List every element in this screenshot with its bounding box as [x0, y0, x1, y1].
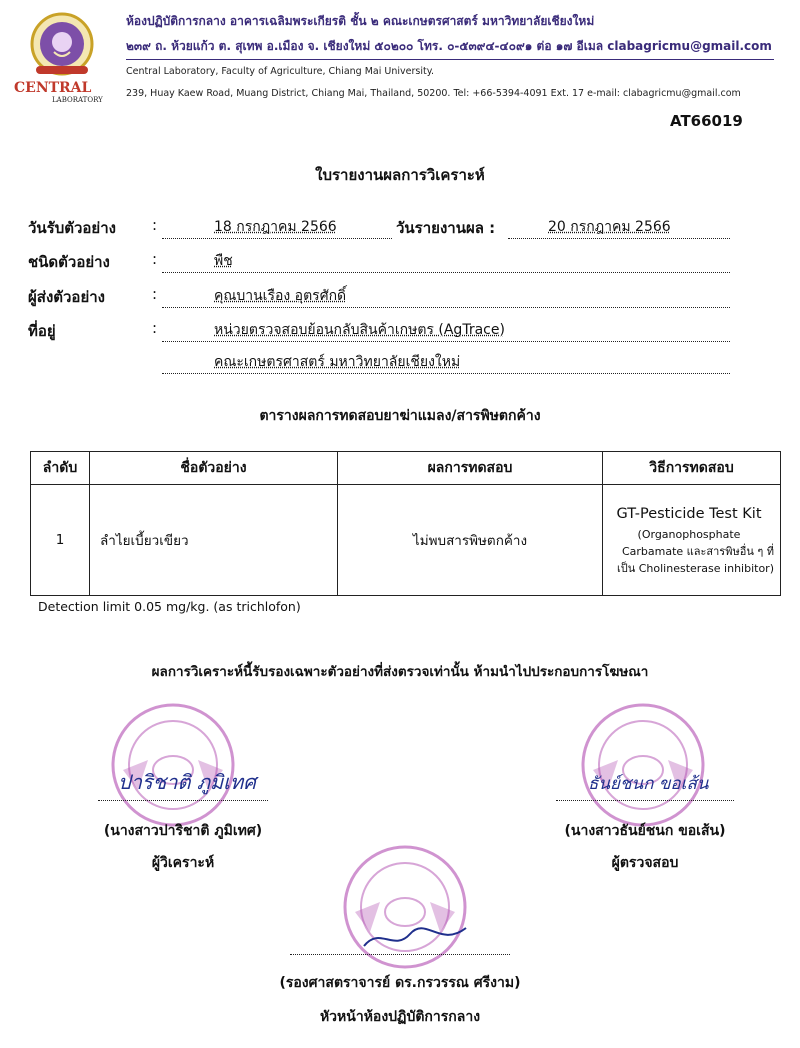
colon: : — [152, 216, 158, 234]
report-title: ใบรายงานผลการวิเคราะห์ — [315, 166, 485, 184]
table-header-row — [31, 452, 781, 485]
method-line2: Carbamate และสารพิษอื่น ๆ ที่ — [621, 544, 774, 558]
sender-label: ผู้ส่งตัวอย่าง — [28, 288, 105, 306]
sender-value: คุณบานเรือง อุตรศักดิ์ — [214, 288, 347, 304]
header-divider — [126, 59, 774, 60]
analyst-sign-line — [98, 798, 268, 801]
table-row — [31, 485, 781, 596]
inspector-signature: ธันย์ชนก ขอเส้น — [588, 774, 709, 794]
method-line3: เป็น Cholinesterase inhibitor) — [616, 561, 774, 575]
report-date-value: 20 กรกฎาคม 2566 — [548, 219, 671, 235]
head-name: (รองศาสตราจารย์ ดร.กรวรรณ ศรีงาม) — [279, 975, 521, 991]
logo-text: CENTRAL — [14, 80, 92, 96]
analyst-role: ผู้วิเคราะห์ — [151, 855, 215, 871]
header-thai-line2: ๒๓๙ ถ. ห้วยแก้ว ต. สุเทพ อ.เมือง จ. เชียงใหม่ ๕๐๒๐๐ โทร. ๐-๕๓๙๔-๔๐๙๑ ต่อ ๑๗ อีเมล clabagricmu@gmail.com — [126, 39, 772, 53]
analyst-name: (นางสาวปาริชาติ ภูมิเทศ) — [103, 823, 263, 839]
cell-no: 1 — [31, 485, 90, 596]
document-id: AT66019 — [670, 112, 743, 130]
report-date-label: วันรายงานผล : — [396, 219, 496, 237]
method-line1: (Organophosphate — [637, 527, 741, 541]
head-sign-line — [290, 952, 510, 955]
header-thai-line1: ห้องปฏิบัติการกลาง อาคารเฉลิมพระเกียรติ ชั้น ๒ คณะเกษตรศาสตร์ มหาวิทยาลัยเชียงใหม่ — [126, 14, 595, 28]
col-header-method: วิธีการทดสอบ — [603, 452, 781, 485]
received-date-label: วันรับตัวอย่าง — [28, 219, 116, 237]
lab-logo — [14, 8, 110, 104]
col-header-name: ชื่อตัวอย่าง — [90, 452, 338, 485]
header-en-line2: 239, Huay Kaew Road, Muang District, Chiang Mai, Thailand, 50200. Tel: +66-5394-4091 Ext. 17 e-mail: clabagricmu@gmail.com — [126, 88, 741, 99]
inspector-role: ผู้ตรวจสอบ — [611, 855, 679, 871]
address-line1: หน่วยตรวจสอบย้อนกลับสินค้าเกษตร (AgTrace) — [214, 322, 505, 338]
analyst-signature: ปาริชาติ ภูมิเทศ — [118, 770, 256, 794]
sample-type-dots — [162, 252, 730, 273]
inspector-name: (นางสาวธันย์ชนก ขอเส้น) — [564, 823, 726, 839]
col-header-no: ลำดับ — [31, 452, 90, 485]
logo-subtext: LABORATORY — [52, 96, 103, 104]
address-line2: คณะเกษตรศาสตร์ มหาวิทยาลัยเชียงใหม่ — [214, 354, 461, 370]
certification-note: ผลการวิเคราะห์นี้รับรองเฉพาะตัวอย่างที่ส่งตรวจเท่านั้น ห้ามนำไปประกอบการโฆษณา — [151, 664, 649, 680]
results-table — [30, 451, 781, 596]
cell-result: ไม่พบสารพิษตกค้าง — [338, 485, 603, 596]
detection-limit: Detection limit 0.05 mg/kg. (as trichlofon) — [38, 599, 301, 614]
head-role: หัวหน้าห้องปฏิบัติการกลาง — [319, 1009, 481, 1025]
method-title: GT-Pesticide Test Kit — [616, 506, 762, 523]
cell-sample-name: ลำไยเบี้ยวเขียว — [90, 485, 338, 596]
colon: : — [152, 250, 158, 268]
colon: : — [152, 319, 158, 337]
official-stamp — [108, 700, 238, 830]
received-date-value: 18 กรกฎาคม 2566 — [214, 219, 337, 235]
colon: : — [152, 285, 158, 303]
head-signature — [360, 918, 470, 954]
official-stamp — [578, 700, 708, 830]
address-label: ที่อยู่ — [28, 322, 56, 340]
inspector-sign-line — [556, 798, 734, 801]
col-header-result: ผลการทดสอบ — [338, 452, 603, 485]
cell-method — [603, 485, 781, 596]
sample-type-value: พืช — [214, 253, 233, 269]
table-title: ตารางผลการทดสอบยาฆ่าแมลง/สารพิษตกค้าง — [259, 408, 541, 424]
sample-type-label: ชนิดตัวอย่าง — [28, 253, 110, 271]
header-en-line1: Central Laboratory, Faculty of Agriculture, Chiang Mai University. — [126, 66, 434, 77]
